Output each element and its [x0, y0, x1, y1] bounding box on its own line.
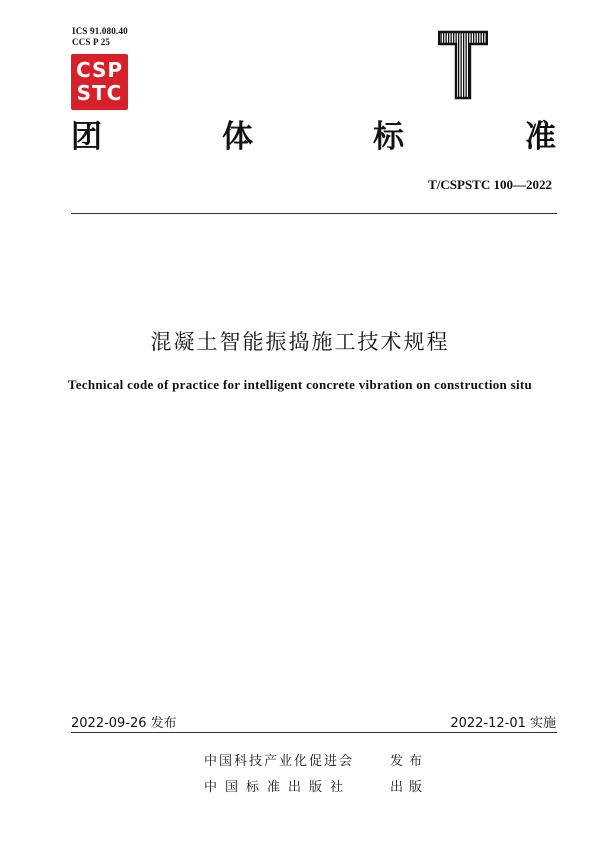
publisher-name: 中国标准出版社 [204, 780, 352, 795]
footer-divider [71, 732, 557, 733]
issuer-role: 发布 [390, 754, 429, 769]
doc-type-char-3: 标 [373, 119, 404, 155]
standard-letter-text: T [438, 30, 439, 31]
publisher-role: 出版 [390, 780, 429, 795]
logo-line-2: STC [76, 81, 123, 105]
doc-type-char-2: 体 [222, 119, 253, 155]
issue-date: 2022-09-26 发布 [71, 716, 177, 731]
doc-type-char-1: 团 [71, 119, 102, 155]
title-english: Technical code of practice for intelligent concrete vibration on construction situ [67, 377, 533, 392]
doc-type-char-4: 准 [525, 119, 556, 155]
cspstc-logo [71, 54, 128, 110]
issuer-name: 中国科技产业化促进会 [204, 754, 355, 769]
logo-line-1: CSP [75, 58, 124, 82]
document-number: T/CSPSTC 100—2022 [428, 177, 552, 192]
header-divider [71, 213, 557, 214]
implementation-date: 2022-12-01 实施 [450, 716, 556, 731]
ccs-code: CCS P 25 [72, 37, 111, 47]
title-chinese: 混凝土智能振捣施工技术规程 [150, 330, 450, 354]
ics-code: ICS 91.080.40 [72, 26, 128, 36]
standard-letter-t [438, 30, 488, 100]
